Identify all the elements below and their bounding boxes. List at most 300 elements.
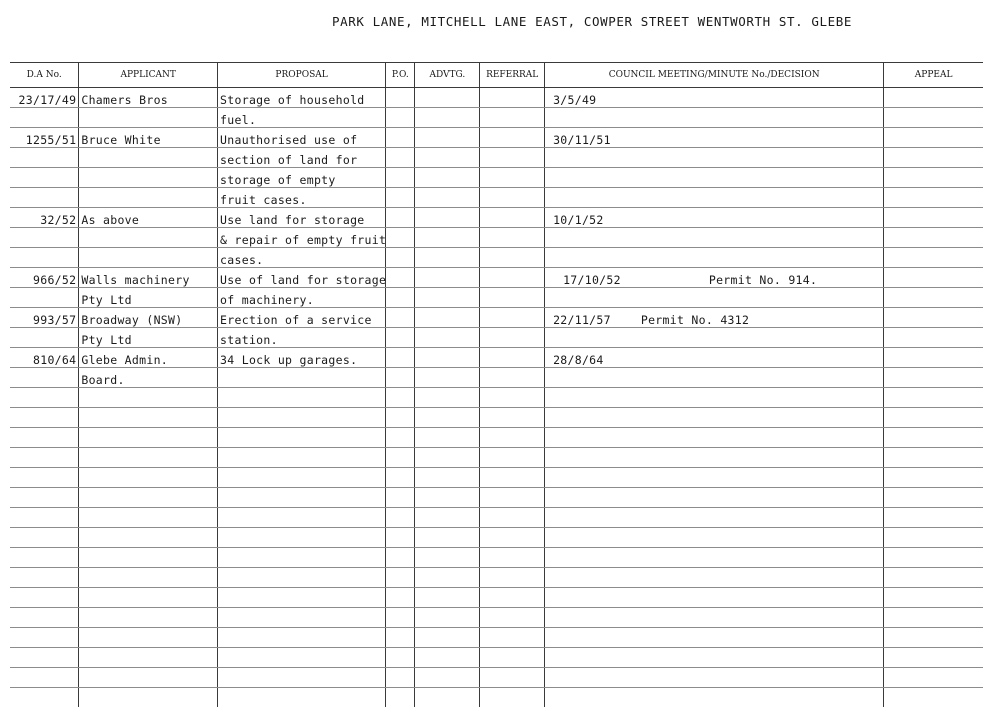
table-row — [10, 128, 983, 148]
appeal-cell — [884, 588, 983, 608]
proposal-cell — [218, 608, 386, 628]
applicant-cell — [79, 528, 218, 548]
table-row — [10, 488, 983, 508]
table-row — [10, 148, 983, 168]
table-row — [10, 188, 983, 208]
decision-text: 17/10/52 — [563, 273, 621, 287]
table-row — [10, 568, 983, 588]
da-text: 32/52 — [40, 213, 77, 227]
referral-cell — [480, 408, 545, 428]
decision-cell — [545, 528, 884, 548]
da-cell — [10, 388, 79, 408]
advtg-cell — [415, 328, 480, 348]
da-cell — [10, 168, 79, 188]
decision-cell — [545, 648, 884, 668]
table-body — [10, 88, 983, 708]
advtg-cell — [415, 408, 480, 428]
decision-text: 22/11/57 — [553, 313, 611, 327]
table-row — [10, 348, 983, 368]
appeal-cell — [884, 168, 983, 188]
proposal-cell — [218, 448, 386, 468]
po-cell — [386, 168, 415, 188]
applicant-cell — [79, 408, 218, 428]
advtg-cell — [415, 248, 480, 268]
table-row — [10, 448, 983, 468]
applicant-cell — [79, 348, 218, 368]
referral-cell — [480, 688, 545, 708]
appeal-cell — [884, 608, 983, 628]
proposal-cell — [218, 628, 386, 648]
advtg-cell — [415, 508, 480, 528]
proposal-cell — [218, 148, 386, 168]
applicant-cell — [79, 568, 218, 588]
appeal-cell — [884, 208, 983, 228]
header-decision: COUNCIL MEETING/MINUTE No./DECISION — [545, 63, 884, 88]
appeal-cell — [884, 108, 983, 128]
advtg-cell — [415, 108, 480, 128]
applicant-text: Glebe Admin. — [81, 353, 169, 367]
decision-cell — [545, 148, 884, 168]
table-row — [10, 328, 983, 348]
po-cell — [386, 428, 415, 448]
referral-cell — [480, 108, 545, 128]
da-cell — [10, 188, 79, 208]
decision-cell — [545, 468, 884, 488]
proposal-text: & repair of empty fruit — [220, 233, 387, 247]
decision-text: 3/5/49 — [553, 93, 597, 107]
advtg-cell — [415, 288, 480, 308]
appeal-cell — [884, 148, 983, 168]
applicant-text: Pty Ltd — [81, 293, 132, 307]
advtg-cell — [415, 648, 480, 668]
applicant-cell — [79, 248, 218, 268]
po-cell — [386, 568, 415, 588]
referral-cell — [480, 488, 545, 508]
applicant-cell — [79, 588, 218, 608]
applicant-cell — [79, 448, 218, 468]
po-cell — [386, 368, 415, 388]
proposal-cell — [218, 108, 386, 128]
appeal-cell — [884, 88, 983, 108]
permit-text: Permit No. 914. — [708, 273, 818, 287]
referral-cell — [480, 248, 545, 268]
da-cell — [10, 528, 79, 548]
appeal-cell — [884, 468, 983, 488]
da-cell — [10, 368, 79, 388]
proposal-cell — [218, 128, 386, 148]
appeal-cell — [884, 368, 983, 388]
appeal-cell — [884, 648, 983, 668]
decision-cell — [545, 128, 884, 148]
applicant-cell — [79, 268, 218, 288]
applicant-cell — [79, 288, 218, 308]
referral-cell — [480, 328, 545, 348]
table-row — [10, 88, 983, 108]
appeal-cell — [884, 628, 983, 648]
decision-cell — [545, 168, 884, 188]
table-row — [10, 208, 983, 228]
table-row — [10, 508, 983, 528]
da-cell — [10, 568, 79, 588]
advtg-cell — [415, 308, 480, 328]
referral-cell — [480, 148, 545, 168]
header-advtg: ADVTG. — [415, 63, 480, 88]
da-cell — [10, 468, 79, 488]
decision-cell — [545, 308, 884, 328]
proposal-cell — [218, 528, 386, 548]
applicant-cell — [79, 168, 218, 188]
advtg-cell — [415, 388, 480, 408]
decision-cell — [545, 668, 884, 688]
referral-cell — [480, 428, 545, 448]
proposal-text: 34 Lock up garages. — [220, 353, 358, 367]
table-row — [10, 608, 983, 628]
applicant-cell — [79, 548, 218, 568]
referral-cell — [480, 448, 545, 468]
applicant-cell — [79, 668, 218, 688]
proposal-cell — [218, 168, 386, 188]
applicant-text: Walls machinery — [81, 273, 190, 287]
advtg-cell — [415, 268, 480, 288]
po-cell — [386, 488, 415, 508]
proposal-cell — [218, 408, 386, 428]
appeal-cell — [884, 128, 983, 148]
da-text: 23/17/49 — [18, 93, 77, 107]
appeal-cell — [884, 688, 983, 708]
referral-cell — [480, 468, 545, 488]
table-row — [10, 408, 983, 428]
decision-text: 30/11/51 — [553, 133, 611, 147]
decision-cell — [545, 368, 884, 388]
referral-cell — [480, 528, 545, 548]
appeal-cell — [884, 508, 983, 528]
table-row — [10, 648, 983, 668]
advtg-cell — [415, 208, 480, 228]
proposal-cell — [218, 88, 386, 108]
da-cell — [10, 128, 79, 148]
po-cell — [386, 308, 415, 328]
applicant-cell — [79, 688, 218, 708]
referral-cell — [480, 188, 545, 208]
po-cell — [386, 688, 415, 708]
applicant-cell — [79, 628, 218, 648]
table-row — [10, 288, 983, 308]
decision-cell — [545, 208, 884, 228]
da-cell — [10, 608, 79, 628]
applicant-cell — [79, 308, 218, 328]
decision-cell — [545, 108, 884, 128]
decision-cell — [545, 248, 884, 268]
da-text: 1255/51 — [25, 133, 77, 147]
applicant-cell — [79, 368, 218, 388]
table-row — [10, 168, 983, 188]
decision-cell — [545, 88, 884, 108]
da-text: 966/52 — [33, 273, 77, 287]
proposal-cell — [218, 568, 386, 588]
proposal-text: section of land for — [220, 153, 358, 167]
header-proposal: PROPOSAL — [218, 63, 386, 88]
po-cell — [386, 388, 415, 408]
da-cell — [10, 668, 79, 688]
applicant-cell — [79, 468, 218, 488]
po-cell — [386, 248, 415, 268]
po-cell — [386, 468, 415, 488]
appeal-cell — [884, 268, 983, 288]
po-cell — [386, 208, 415, 228]
appeal-cell — [884, 668, 983, 688]
da-cell — [10, 548, 79, 568]
decision-cell — [545, 288, 884, 308]
advtg-cell — [415, 608, 480, 628]
advtg-cell — [415, 468, 480, 488]
advtg-cell — [415, 628, 480, 648]
table-row — [10, 628, 983, 648]
proposal-text: Use of land for storage — [220, 273, 387, 287]
applicant-cell — [79, 648, 218, 668]
proposal-cell — [218, 228, 386, 248]
po-cell — [386, 668, 415, 688]
decision-cell — [545, 628, 884, 648]
decision-text: 28/8/64 — [553, 353, 604, 367]
po-cell — [386, 268, 415, 288]
referral-cell — [480, 508, 545, 528]
advtg-cell — [415, 448, 480, 468]
po-cell — [386, 228, 415, 248]
applicant-text: Broadway (NSW) — [81, 313, 183, 327]
po-cell — [386, 548, 415, 568]
applicant-cell — [79, 148, 218, 168]
table-row — [10, 428, 983, 448]
po-cell — [386, 508, 415, 528]
table-row — [10, 368, 983, 388]
da-cell — [10, 628, 79, 648]
appeal-cell — [884, 408, 983, 428]
decision-cell — [545, 228, 884, 248]
po-cell — [386, 648, 415, 668]
referral-cell — [480, 668, 545, 688]
proposal-cell — [218, 548, 386, 568]
po-cell — [386, 588, 415, 608]
referral-cell — [480, 648, 545, 668]
applicant-cell — [79, 428, 218, 448]
appeal-cell — [884, 448, 983, 468]
proposal-cell — [218, 188, 386, 208]
advtg-cell — [415, 568, 480, 588]
decision-cell — [545, 688, 884, 708]
da-cell — [10, 228, 79, 248]
appeal-cell — [884, 488, 983, 508]
referral-cell — [480, 588, 545, 608]
proposal-text: fruit cases. — [220, 193, 307, 207]
proposal-cell — [218, 308, 386, 328]
da-cell — [10, 428, 79, 448]
referral-cell — [480, 348, 545, 368]
po-cell — [386, 148, 415, 168]
table-row — [10, 588, 983, 608]
advtg-cell — [415, 88, 480, 108]
applicant-cell — [79, 88, 218, 108]
referral-cell — [480, 568, 545, 588]
applicant-cell — [79, 108, 218, 128]
referral-cell — [480, 228, 545, 248]
referral-cell — [480, 608, 545, 628]
applicant-cell — [79, 388, 218, 408]
decision-cell — [545, 608, 884, 628]
advtg-cell — [415, 688, 480, 708]
proposal-cell — [218, 248, 386, 268]
po-cell — [386, 628, 415, 648]
proposal-cell — [218, 508, 386, 528]
proposal-cell — [218, 668, 386, 688]
proposal-cell — [218, 348, 386, 368]
header-po: P.O. — [386, 63, 415, 88]
proposal-cell — [218, 368, 386, 388]
proposal-text: station. — [220, 333, 278, 347]
appeal-cell — [884, 228, 983, 248]
da-cell — [10, 88, 79, 108]
da-cell — [10, 328, 79, 348]
po-cell — [386, 128, 415, 148]
da-cell — [10, 488, 79, 508]
referral-cell — [480, 368, 545, 388]
appeal-cell — [884, 188, 983, 208]
permit-text: Permit No. 4312 — [640, 313, 750, 327]
advtg-cell — [415, 668, 480, 688]
proposal-text: of machinery. — [220, 293, 314, 307]
referral-cell — [480, 288, 545, 308]
appeal-cell — [884, 348, 983, 368]
da-cell — [10, 248, 79, 268]
da-text: 810/64 — [33, 353, 77, 367]
proposal-text: Storage of household — [220, 93, 365, 107]
da-cell — [10, 148, 79, 168]
decision-cell — [545, 488, 884, 508]
table-header — [10, 63, 983, 88]
po-cell — [386, 88, 415, 108]
applicant-cell — [79, 188, 218, 208]
proposal-cell — [218, 648, 386, 668]
da-cell — [10, 448, 79, 468]
referral-cell — [480, 208, 545, 228]
decision-cell — [545, 188, 884, 208]
referral-cell — [480, 308, 545, 328]
decision-cell — [545, 588, 884, 608]
table-row — [10, 468, 983, 488]
appeal-cell — [884, 288, 983, 308]
da-cell — [10, 688, 79, 708]
advtg-cell — [415, 128, 480, 148]
decision-text: 10/1/52 — [553, 213, 604, 227]
proposal-cell — [218, 388, 386, 408]
appeal-cell — [884, 388, 983, 408]
header-da-no: D.A No. — [10, 63, 79, 88]
proposal-cell — [218, 688, 386, 708]
po-cell — [386, 528, 415, 548]
proposal-cell — [218, 488, 386, 508]
proposal-text: Unauthorised use of — [220, 133, 358, 147]
proposal-cell — [218, 328, 386, 348]
referral-cell — [480, 268, 545, 288]
applicant-cell — [79, 128, 218, 148]
table-row — [10, 268, 983, 288]
decision-cell — [545, 408, 884, 428]
applicant-text: Chamers Bros — [81, 93, 169, 107]
advtg-cell — [415, 588, 480, 608]
proposal-cell — [218, 588, 386, 608]
decision-cell — [545, 428, 884, 448]
da-cell — [10, 508, 79, 528]
proposal-text: Use land for storage — [220, 213, 365, 227]
table-row — [10, 688, 983, 708]
po-cell — [386, 348, 415, 368]
referral-cell — [480, 388, 545, 408]
applicant-text: Bruce White — [81, 133, 161, 147]
advtg-cell — [415, 488, 480, 508]
advtg-cell — [415, 528, 480, 548]
table-row — [10, 228, 983, 248]
proposal-text: cases. — [220, 253, 264, 267]
applicant-cell — [79, 328, 218, 348]
applicant-text: Pty Ltd — [81, 333, 132, 347]
table-row — [10, 528, 983, 548]
proposal-cell — [218, 428, 386, 448]
referral-cell — [480, 548, 545, 568]
table-row — [10, 388, 983, 408]
advtg-cell — [415, 228, 480, 248]
appeal-cell — [884, 428, 983, 448]
applicant-cell — [79, 608, 218, 628]
da-cell — [10, 588, 79, 608]
development-application-register — [10, 62, 983, 707]
da-cell — [10, 408, 79, 428]
decision-cell — [545, 548, 884, 568]
referral-cell — [480, 628, 545, 648]
da-cell — [10, 648, 79, 668]
decision-cell — [545, 348, 884, 368]
table-row — [10, 248, 983, 268]
da-cell — [10, 108, 79, 128]
proposal-text: Erection of a service — [220, 313, 372, 327]
appeal-cell — [884, 568, 983, 588]
referral-cell — [480, 88, 545, 108]
decision-cell — [545, 388, 884, 408]
proposal-text: fuel. — [220, 113, 257, 127]
applicant-text: As above — [81, 213, 140, 227]
da-cell — [10, 348, 79, 368]
proposal-text: storage of empty — [220, 173, 336, 187]
appeal-cell — [884, 328, 983, 348]
po-cell — [386, 608, 415, 628]
referral-cell — [480, 168, 545, 188]
table-row — [10, 308, 983, 328]
applicant-cell — [79, 228, 218, 248]
table-row — [10, 668, 983, 688]
table-row — [10, 108, 983, 128]
da-cell — [10, 208, 79, 228]
advtg-cell — [415, 368, 480, 388]
applicant-cell — [79, 488, 218, 508]
appeal-cell — [884, 248, 983, 268]
proposal-cell — [218, 468, 386, 488]
applicant-text: Board. — [81, 373, 125, 387]
decision-cell — [545, 568, 884, 588]
referral-cell — [480, 128, 545, 148]
appeal-cell — [884, 528, 983, 548]
proposal-cell — [218, 268, 386, 288]
da-cell — [10, 268, 79, 288]
advtg-cell — [415, 548, 480, 568]
decision-cell — [545, 328, 884, 348]
